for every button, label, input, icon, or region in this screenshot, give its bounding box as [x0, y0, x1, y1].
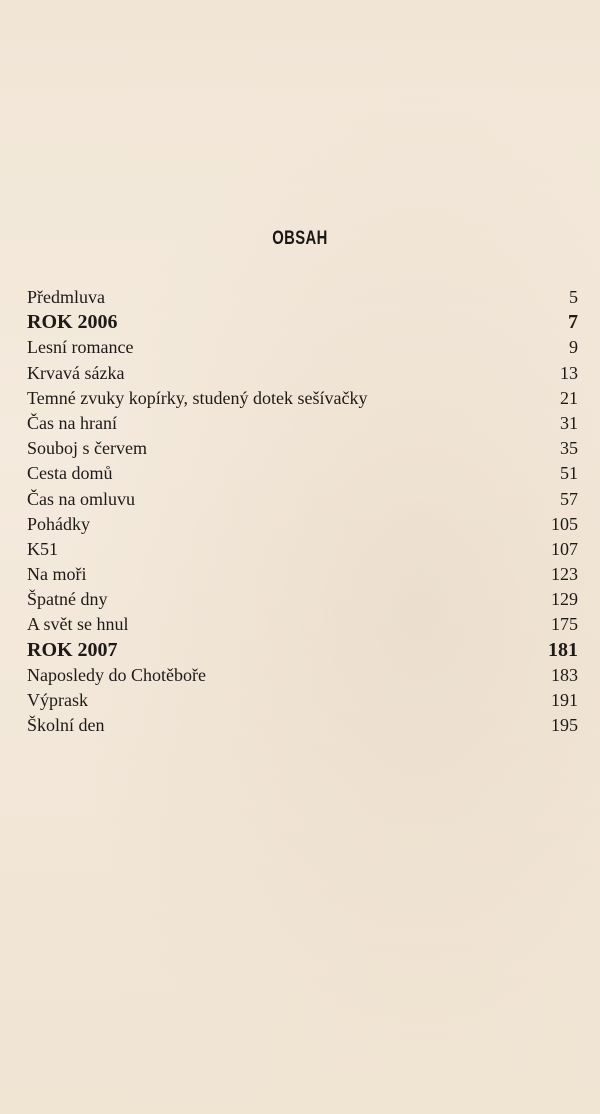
toc-entry-title: Předmluva: [27, 287, 105, 307]
toc-entry: [27, 688, 578, 713]
toc-entry: [27, 587, 578, 612]
toc-entry-page-number: 13: [560, 362, 578, 383]
toc-entry-title: Souboj s červem: [27, 438, 147, 459]
toc-entry-page-number: 31: [560, 412, 578, 433]
toc-entry: [27, 411, 578, 436]
toc-section-heading: [27, 638, 578, 663]
toc-entry-page-number: 123: [551, 564, 578, 585]
toc-entry-title: Temné zvuky kopírky, studený dotek sešívačky: [27, 387, 368, 408]
toc-entry: [27, 386, 578, 411]
toc-entry-page-number: 57: [560, 488, 578, 509]
toc-entry-title: Cesta domů: [27, 463, 113, 484]
toc-entry: [27, 335, 578, 360]
toc-entry-page-number: 175: [551, 614, 578, 635]
toc-entry: [27, 512, 578, 537]
toc-entry: [27, 612, 578, 637]
toc-entry-title: Krvavá sázka: [27, 362, 125, 383]
toc-entry-title: Pohádky: [27, 513, 90, 534]
table-of-contents: [27, 285, 578, 738]
toc-entry-title: ROK 2006: [27, 311, 118, 334]
toc-entry-page-number: 129: [551, 589, 578, 610]
toc-entry: [27, 537, 578, 562]
toc-entry-title: Školní den: [27, 715, 105, 736]
toc-entry-title: Výprask: [27, 690, 88, 710]
toc-entry-title: Lesní romance: [27, 337, 134, 358]
toc-entry-title: ROK 2007: [27, 638, 118, 661]
toc-entry-page-number: 35: [560, 438, 578, 459]
toc-entry-page-number: 183: [551, 664, 578, 685]
toc-entry-title: Špatné dny: [27, 589, 108, 610]
toc-entry-page-number: 7: [568, 311, 578, 334]
toc-entry-page-number: 51: [560, 463, 578, 484]
toc-entry-title: A svět se hnul: [27, 614, 129, 635]
toc-entry: [27, 285, 578, 310]
page-title: OBSAH: [272, 228, 328, 249]
toc-entry-title: Čas na hraní: [27, 412, 117, 433]
toc-entry: [27, 436, 578, 461]
toc-entry-page-number: 195: [551, 715, 578, 736]
toc-entry-page-number: 5: [569, 287, 578, 307]
toc-entry: [27, 562, 578, 587]
toc-entry-title: Čas na omluvu: [27, 488, 135, 509]
toc-entry-page-number: 181: [548, 638, 578, 661]
toc-entry: [27, 487, 578, 512]
toc-entry: [27, 663, 578, 688]
toc-entry: [27, 361, 578, 386]
toc-entry-title: Na moři: [27, 564, 87, 585]
toc-entry-page-number: 107: [551, 538, 578, 559]
toc-entry-title: Naposledy do Chotěboře: [27, 664, 206, 685]
toc-entry: [27, 713, 578, 738]
toc-section-heading: [27, 310, 578, 335]
toc-entry-page-number: 21: [560, 387, 578, 408]
toc-entry-page-number: 105: [551, 513, 578, 534]
toc-entry-page-number: 191: [551, 690, 578, 710]
toc-entry-page-number: 9: [569, 337, 578, 358]
toc-entry: [27, 461, 578, 486]
toc-entry-title: K51: [27, 538, 58, 559]
